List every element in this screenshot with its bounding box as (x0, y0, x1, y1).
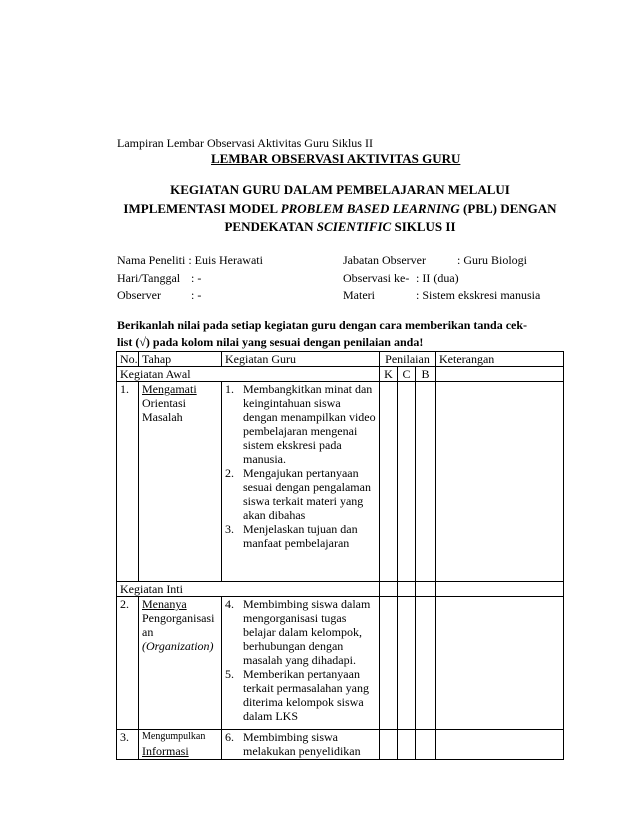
blank-cell (380, 582, 398, 597)
score-b-cell[interactable] (416, 597, 436, 730)
keterangan-cell[interactable] (436, 730, 564, 760)
score-c-cell[interactable] (398, 730, 416, 760)
section-inti: Kegiatan Inti (117, 582, 380, 597)
nama-peneliti: Nama Peneliti : Euis Herawati (117, 253, 263, 267)
header-c: C (398, 367, 416, 382)
section-awal: Kegiatan Awal (117, 367, 380, 382)
blank-cell (436, 582, 564, 597)
header-no: No. (117, 352, 139, 367)
score-k-cell[interactable] (380, 597, 398, 730)
instruction-line-1: Berikanlah nilai pada setiap kegiatan guru dengan cara memberikan tanda cek- (117, 318, 528, 332)
observasi-value: : II (dua) (416, 271, 459, 285)
row-activities (222, 382, 380, 582)
activity-item: 1. Membangkitkan minat dan keingintahuan siswa dengan menampilkan video pembelajaran mengenai sistem ekskresi pada manusia. (225, 382, 376, 466)
score-k-cell[interactable] (380, 730, 398, 760)
hari-tanggal-label: Hari/Tanggal (117, 271, 181, 285)
header-kegiatan: Kegiatan Guru (222, 352, 380, 367)
activity-item: 5. Memberikan pertanyaan terkait permasalahan yang diterima kelompok siswa dalam LKS (225, 667, 369, 723)
header-penilaian: Penilaian (380, 352, 436, 367)
sheet-title: LEMBAR OBSERVASI AKTIVITAS GURU (211, 151, 461, 166)
title-line-2 (116, 201, 564, 217)
section-awal-row (117, 367, 564, 382)
score-c-cell[interactable] (398, 382, 416, 582)
title-line-1: KEGIATAN GURU DALAM PEMBELAJARAN MELALUI (170, 182, 510, 197)
tahap-main: Menanya (142, 597, 187, 611)
row-activities (222, 730, 380, 760)
materi-label: Materi (343, 288, 375, 302)
header-tahap: Tahap (139, 352, 222, 367)
observasi-label: Observasi ke- (343, 271, 410, 285)
score-c-cell[interactable] (398, 597, 416, 730)
jabatan-value: : Guru Biologi (457, 253, 528, 267)
score-b-cell[interactable] (416, 730, 436, 760)
row-activities (222, 597, 380, 730)
title-line-3 (116, 219, 564, 235)
tahap-extra: (Organization) (142, 639, 214, 653)
row-tahap (139, 597, 222, 730)
hari-tanggal-value: : - (191, 271, 202, 285)
header-k: K (380, 367, 398, 382)
section-inti-row (117, 582, 564, 597)
observer-value: : - (191, 288, 202, 302)
keterangan-blank (436, 367, 564, 382)
instruction-line-2: list (√) pada kolom nilai yang sesuai dengan penilaian anda! (117, 335, 424, 349)
row-no: 2. (117, 597, 139, 730)
blank-cell (416, 582, 436, 597)
tahap-main: Mengumpulkan (142, 731, 206, 742)
materi-value: : Sistem ekskresi manusia (416, 288, 541, 302)
header-keterangan: Keterangan (436, 352, 564, 367)
title-line-3a: PENDEKATAN (224, 219, 317, 234)
jabatan-label: Jabatan Observer (343, 253, 426, 267)
title-line-2c: (PBL) DENGAN (459, 201, 557, 216)
appendix-label: Lampiran Lembar Observasi Aktivitas Guru Siklus II (117, 136, 373, 150)
title-line-2a: IMPLEMENTASI MODEL (123, 201, 281, 216)
score-b-cell[interactable] (416, 382, 436, 582)
table-row (117, 382, 564, 582)
tahap-sub: Pengorganisasian (142, 611, 215, 639)
tahap-sub: Orientasi Masalah (142, 396, 186, 424)
tahap-sub: Informasi (142, 744, 189, 758)
activity-item: 3. Menjelaskan tujuan dan manfaat pembelajaran (225, 522, 358, 550)
table-row (117, 730, 564, 760)
activity-item: 4. Membimbing siswa dalam mengorganisasi tugas belajar dalam kelompok, berhubungan dengan masalah yang dihadapi. (225, 597, 371, 667)
observer-label: Observer (117, 288, 161, 302)
table-row (117, 597, 564, 730)
keterangan-cell[interactable] (436, 382, 564, 582)
header-b: B (416, 367, 436, 382)
row-no: 1. (117, 382, 139, 582)
title-line-2b: PROBLEM BASED LEARNING (280, 201, 460, 216)
tahap-main: Mengamati (142, 382, 197, 396)
score-k-cell[interactable] (380, 382, 398, 582)
title-line-3c: SIKLUS II (391, 219, 456, 234)
row-tahap (139, 730, 222, 760)
keterangan-cell[interactable] (436, 597, 564, 730)
row-no: 3. (117, 730, 139, 760)
row-tahap (139, 382, 222, 582)
observation-table (116, 351, 564, 760)
blank-cell (398, 582, 416, 597)
activity-item: 6. Membimbing siswa melakukan penyelidikan (225, 730, 361, 758)
table-header-row (117, 352, 564, 367)
activity-item: 2. Mengajukan pertanyaan sesuai dengan pengalaman siswa terkait materi yang akan dibahas (225, 466, 371, 522)
title-line-3b: SCIENTIFIC (316, 219, 392, 234)
